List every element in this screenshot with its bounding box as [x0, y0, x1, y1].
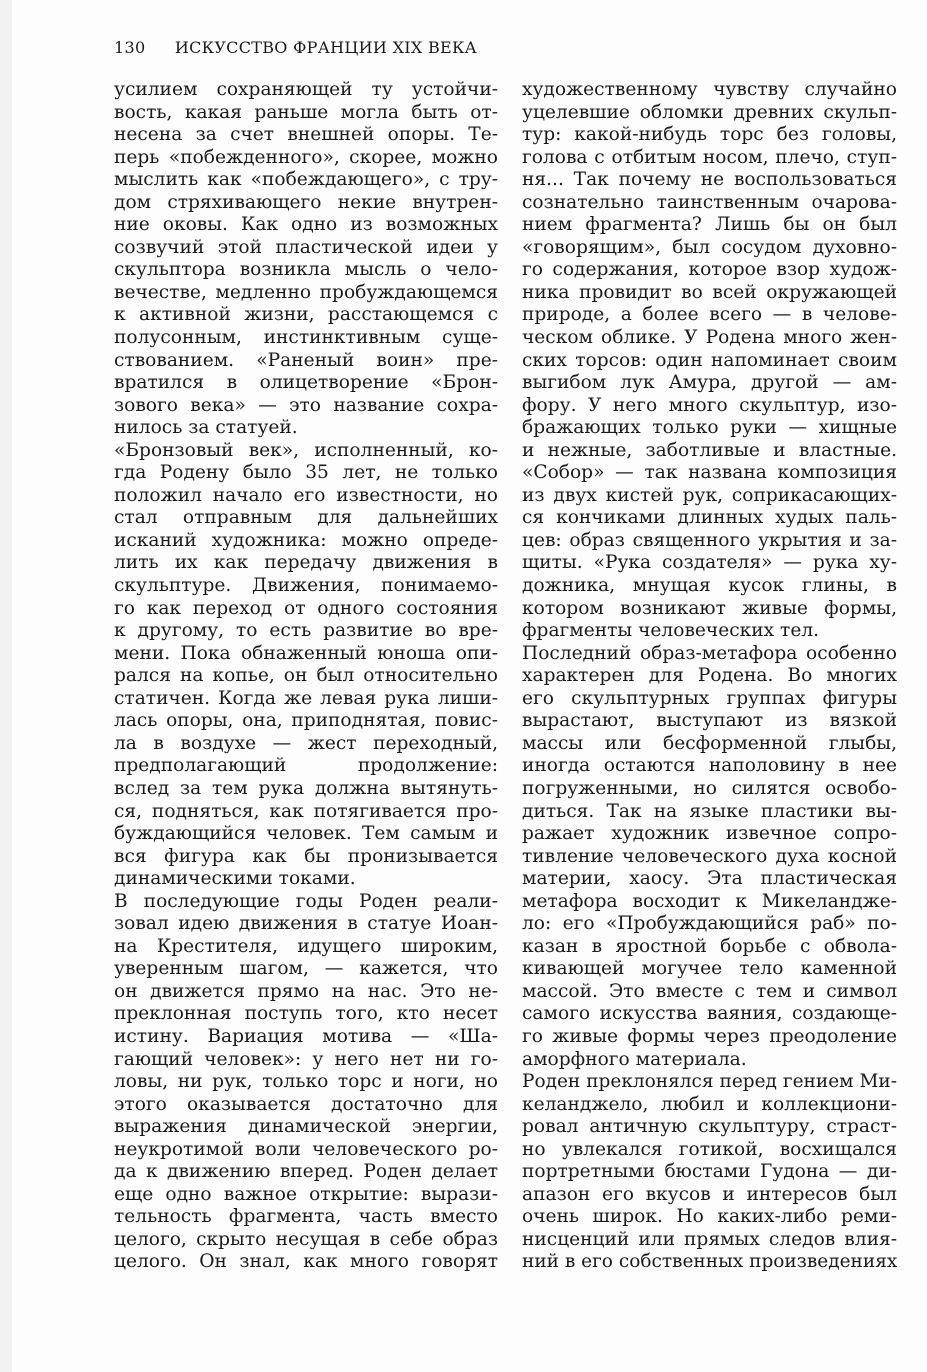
- text-line: лить их как передачу движения в: [114, 552, 498, 574]
- text-line: вслед за тем рука должна вытянуть-: [114, 777, 498, 799]
- text-line: вся фигура как бы пронизывается: [114, 845, 498, 867]
- text-line: ня... Так почему не воспользоваться: [522, 169, 897, 191]
- text-line: тур: какой-нибудь торс без головы,: [522, 124, 897, 146]
- text-line: его скульптурных группах фигуры: [522, 687, 897, 709]
- text-line: голова с отбитым носом, плечо, ступ-: [522, 146, 897, 168]
- text-line: стал отправным для дальнейших: [114, 507, 498, 529]
- text-line: нисценций или прямых следов влия-: [522, 1228, 897, 1250]
- text-line: В последующие годы Роден реали-: [114, 890, 498, 912]
- scan-edge: [0, 0, 12, 1372]
- text-line: скульптуре. Движения, понимаемо-: [114, 575, 498, 597]
- text-line: Последний образ-метафора особенно: [522, 642, 897, 664]
- text-line: целого. Он знал, как много говорят: [114, 1251, 498, 1273]
- text-line: бражающих только руки — хищные: [522, 417, 897, 439]
- text-line: мени. Пока обнаженный юноша опи-: [114, 642, 498, 664]
- text-line: котором возникают живые формы,: [522, 597, 897, 619]
- right-column: [522, 79, 897, 1274]
- text-line: целого, скрыто несущая в себе образ: [114, 1228, 498, 1250]
- text-line: усилием сохраняющей ту устойчи-: [114, 79, 498, 100]
- text-line: тивление человеческого духа косной: [522, 845, 897, 867]
- text-line: ских торсов: один напоминает своим: [522, 349, 897, 371]
- text-line: сознательно таинственным очарова-: [522, 191, 897, 213]
- text-line: перь «побежденного», скорее, можно: [114, 146, 498, 168]
- text-line: келанджело, любил и коллекциони-: [522, 1093, 897, 1115]
- text-line: несена за счет внешней опоры. Те-: [114, 124, 498, 146]
- text-line: ражает художник извечное сопро-: [522, 823, 897, 845]
- text-line: «Собор» — так названа композиция: [522, 462, 897, 484]
- text-line: ческом облике. У Родена много жен-: [522, 327, 897, 349]
- text-line: характерен для Родена. Во многих: [522, 665, 897, 687]
- text-line: иногда остаются наполовину в нее: [522, 755, 897, 777]
- text-line: гающий человек»: у него нет ни го-: [114, 1048, 498, 1070]
- text-line: ловы, ни рук, только торс и ноги, но: [114, 1071, 498, 1093]
- text-line: и нежные, заботливые и властные.: [522, 439, 897, 461]
- text-line: го живые формы через преодоление: [522, 1025, 897, 1047]
- text-line: ся, подняться, как потягивается про-: [114, 800, 498, 822]
- text-line: Роден преклонялся перед гением Ми-: [522, 1071, 897, 1093]
- text-line: этого оказывается достаточно для: [114, 1093, 498, 1115]
- text-line: рался на копье, он был относительно: [114, 665, 498, 687]
- text-line: нилось за статуей.: [114, 417, 298, 439]
- text-line: самого искусства ваяния, создающе-: [522, 1003, 897, 1025]
- text-line: очень широк. Но каких-либо реми-: [522, 1206, 897, 1228]
- text-line: фору. У него много скульптур, изо-: [522, 394, 897, 416]
- text-line: цев: образ священного укрытия и за-: [522, 529, 897, 551]
- text-line: вость, какая раньше могла быть от-: [114, 101, 498, 123]
- text-line: дом стряхивающего некие внутрен-: [114, 191, 498, 213]
- text-line: метафора восходит к Микеландже-: [522, 890, 897, 912]
- text-line: зового века» — это название сохра-: [114, 394, 498, 416]
- text-line: диться. Так на языке пластики вы-: [522, 800, 897, 822]
- text-line: аморфного материала.: [522, 1048, 747, 1070]
- text-line: ся кончиками длинных худых паль-: [522, 507, 897, 529]
- text-line: ровал античную скульптуру, страст-: [522, 1116, 897, 1138]
- text-line: неукротимой воли человеческого ро-: [114, 1138, 498, 1160]
- text-line: еще одно важное открытие: вырази-: [114, 1183, 498, 1205]
- text-line: массой. Это вместе с тем и символ: [522, 980, 897, 1002]
- text-line: созвучий этой пластической идеи у: [114, 236, 498, 258]
- text-line: природе, а более всего — в челове-: [522, 304, 897, 326]
- text-line: художественному чувству случайно: [522, 79, 897, 100]
- text-line: «говорящим», был сосудом духовно-: [522, 236, 897, 258]
- text-line: ло: его «Пробуждающийся раб» по-: [522, 913, 897, 935]
- text-line: ние оковы. Как одно из возможных: [114, 214, 498, 236]
- text-line: ла в воздухе — жест переходный,: [114, 732, 498, 754]
- text-line: «Бронзовый век», исполненный, ко-: [114, 439, 498, 461]
- text-line: вратился в олицетворение «Брон-: [114, 372, 498, 394]
- text-line: нием фрагмента? Лишь бы он был: [522, 214, 897, 236]
- text-line: лась опоры, она, приподнятая, повис-: [114, 710, 498, 732]
- text-line: выражения динамической энергии,: [114, 1116, 498, 1138]
- text-line: полусонным, инстинктивным суще-: [114, 327, 498, 349]
- text-line: зовал идею движения в статуе Иоан-: [114, 913, 498, 935]
- running-title: ИСКУССТВО ФРАНЦИИ XIX ВЕКА: [174, 38, 478, 57]
- text-line: апазон его вкусов и интересов был: [522, 1183, 897, 1205]
- text-line: вечестве, медленно пробуждающемся: [114, 281, 498, 303]
- text-line: погруженными, но силятся освобо-: [522, 777, 897, 799]
- left-column: [114, 79, 498, 1274]
- text-line: го содержания, которое взор худож-: [522, 259, 897, 281]
- text-line: щиты. «Рука создателя» — рука ху-: [522, 552, 897, 574]
- text-line: динамическими токами.: [114, 868, 356, 890]
- text-line: фрагменты человеческих тел.: [522, 620, 820, 642]
- text-line: массы или бесформенной глыбы,: [522, 732, 897, 754]
- text-line: он движется прямо на нас. Это не-: [114, 980, 498, 1002]
- page-number: 130: [114, 38, 146, 57]
- text-line: да к движению вперед. Роден делает: [114, 1161, 498, 1183]
- text-line: ника провидит во всей окружающей: [522, 281, 897, 303]
- running-head: [114, 38, 477, 57]
- text-line: вырастают, выступают из вязкой: [522, 710, 897, 732]
- text-line: казан в яростной борьбе с обвола-: [522, 935, 897, 957]
- text-line: из двух кистей рук, соприкасающих-: [522, 484, 897, 506]
- text-line: скульптора возникла мысль о чело-: [114, 259, 498, 281]
- text-line: портретными бюстами Гудона — ди-: [522, 1161, 897, 1183]
- text-line: к активной жизни, расстающемся с: [114, 304, 498, 326]
- text-line: преклонная поступь того, кто несет: [114, 1003, 498, 1025]
- text-line: исканий художника: можно опреде-: [114, 529, 498, 551]
- text-line: уцелевшие обломки древних скульп-: [522, 101, 897, 123]
- text-line: материи, хаосу. Эта пластическая: [522, 868, 897, 890]
- text-line: предполагающий продолжение:: [114, 755, 498, 777]
- text-line: на Крестителя, идущего широким,: [114, 935, 498, 957]
- text-line: тельность фрагмента, часть вместо: [114, 1206, 498, 1228]
- text-line: дожника, мнущая кусок глины, в: [522, 575, 897, 597]
- text-line: го как переход от одного состояния: [114, 597, 498, 619]
- text-line: ствованием. «Раненый воин» пре-: [114, 349, 498, 371]
- text-line: кивающей могучее тело каменной: [522, 958, 897, 980]
- text-line: буждающийся человек. Тем самым и: [114, 823, 498, 845]
- text-line: положил начало его известности, но: [114, 484, 498, 506]
- text-line: уверенным шагом, — кажется, что: [114, 958, 498, 980]
- text-line: ний в его собственных произведениях: [522, 1251, 898, 1273]
- text-line: статичен. Когда же левая рука лиши-: [114, 687, 498, 709]
- text-line: к другому, то есть развитие во вре-: [114, 620, 498, 642]
- text-line: но увлекался готикой, восхищался: [522, 1138, 897, 1160]
- text-line: мыслить как «побеждающего», с тру-: [114, 169, 498, 191]
- text-line: истину. Вариация мотива — «Ша-: [114, 1025, 498, 1047]
- text-line: выгибом лук Амура, другой — ам-: [522, 372, 897, 394]
- text-line: гда Родену было 35 лет, не только: [114, 462, 498, 484]
